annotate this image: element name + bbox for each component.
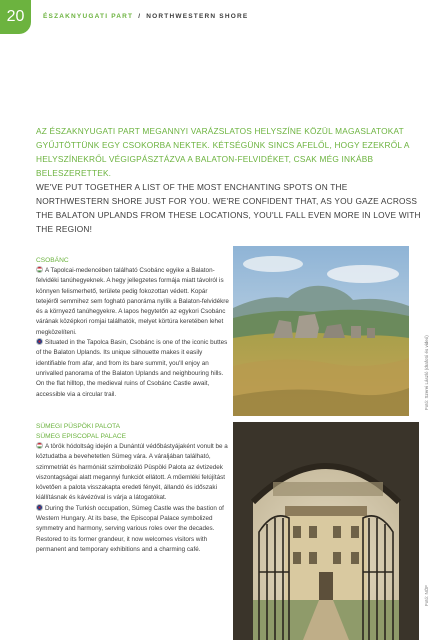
british-flag-icon [36, 338, 43, 345]
text-hu [36, 442, 230, 504]
intro-hu: AZ ÉSZAKNYUGATI PART MEGANNYI VARÁZSLATOS HELYSZÍNE KÖZÜL MAGASLATOKAT GYŰJTÖTTÜNK EGY CSOKORBA NEKTEK. KÉTSÉGÜNK SINCS AFELŐL, HOGY EZEKRŐL A HELYSZÍNEKRŐL VÉGIGPÁSZTÁZVA A BALATON-FELVIDÉKET, CSAK MÉG INKÁBB BELESZERETTEK. [36, 126, 410, 178]
intro-block [36, 124, 422, 236]
text-en [36, 504, 230, 555]
csobanc-photo-credit: Fotó: Szerei László (drafotó és videó) [424, 335, 429, 410]
csobanc-text-en: Situated in the Tapolca Basin, Csobánc is one of the iconic buttes of the Balaton Uplands. Its unique silhouette makes it easily identifiable from afar, and from its bare summit, you'll enjoy an unrivalled panorama of the Balaton Uplands and neighbouring hills. On the flat hilltop, the medieval ruins of Csobánc Castle await, accessible via a circular trail. [36, 339, 228, 398]
page-number: 20 [0, 0, 31, 34]
header-separator: / [138, 13, 142, 20]
section-title: CSOBÁNC [36, 257, 69, 264]
sumeg-photo-credit: Fotó: NÖF [424, 584, 429, 606]
csobanc-photo [233, 246, 409, 416]
sumeg-palace-image [233, 422, 419, 640]
section-subtitle: SÜMEG EPISCOPAL PALACE [36, 433, 127, 440]
section-csobanc [36, 256, 230, 400]
csobanc-landscape-image [233, 246, 409, 416]
section-title: SÜMEGI PÜSPÖKI PALOTA [36, 423, 121, 430]
header-title-hu: ÉSZAKNYUGATI PART [43, 13, 134, 20]
text-hu [36, 266, 230, 338]
sumeg-photo [233, 422, 419, 640]
text-en [36, 338, 230, 400]
hungarian-flag-icon [36, 266, 43, 273]
csobanc-text-hu: A Tapolcai-medencében található Csobánc egyike a Balaton-felvidéki tanúhegyeknek. A hegy jellegzetes formája miatt távolról is könnyen felismerhető, területe pedig fokozottan védett. Kopár tetejéről semmihez sem fogható panoráma nyílik a Balaton-felvidékre és a környező tanúhegyekre. A lapos hegytetőn az egykori Csobánc várának középkori romjai találhatók, melyet körtúra keretében lehet megközelíteni. [36, 267, 229, 336]
sumeg-text-hu: A török hódoltság idején a Dunántúl védőbástyájaként vonult be a köztudatba a bevehetetlen Sümeg vára. A váraljában található, szimmetriát és harmóniát szimbolizáló Püspöki Palota az évtizedek viszontagságai alatt megannyi funkciót ellátott. A műemléki felújítást követően a palota visszakapta eredeti fényét, állandó és időszaki kiállításnak és kávézóval is várja a látogatókat. [36, 443, 228, 502]
section-sumeg [36, 422, 230, 555]
running-header [43, 13, 248, 20]
header-title-en: NORTHWESTERN SHORE [146, 13, 249, 20]
intro-en: WE'VE PUT TOGETHER A LIST OF THE MOST ENCHANTING SPOTS ON THE NORTHWESTERN SHORE JUST FOR YOU. WE'RE CONFIDENT THAT, AS YOU GAZE ACROSS THE BALATON UPLANDS FROM THESE LOCATIONS, YOU'LL FALL EVEN MORE IN LOVE WITH THE REGION! [36, 182, 421, 234]
british-flag-icon [36, 504, 43, 511]
sumeg-text-en: During the Turkish occupation, Sümeg Castle was the bastion of Western Hungary. At its base, the Episcopal Palace symbolized symmetry and harmony, serving various roles over the decades. Restored to its former grandeur, it now welcomes visitors with permanent and temporary exhibitions and a charming café. [36, 504, 224, 553]
hungarian-flag-icon [36, 442, 43, 449]
